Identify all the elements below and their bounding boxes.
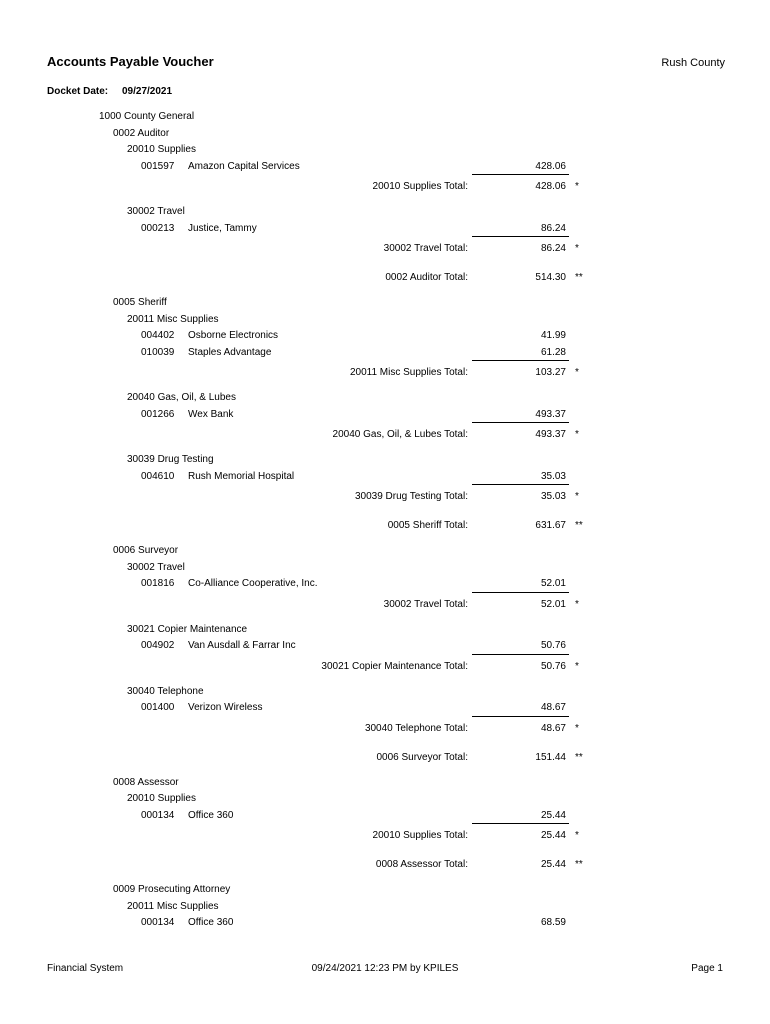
account-total-marker: * — [575, 722, 579, 734]
account-total-amount: 48.67 — [540, 722, 566, 734]
account-total-marker: * — [575, 367, 579, 378]
vendor-id: 001597 — [141, 160, 175, 172]
account-total-label: 20040 Gas, Oil, & Lubes Total: — [332, 429, 468, 440]
account-total-amount: 50.76 — [540, 660, 566, 672]
account-name: 20011 Misc Supplies — [127, 900, 219, 912]
vendor-id: 004402 — [141, 330, 175, 341]
vendor-amount: 61.28 — [540, 346, 566, 358]
vendor-name: Staples Advantage — [188, 346, 272, 358]
department-total-marker: ** — [575, 751, 583, 763]
account-name: 20010 Supplies — [127, 793, 196, 804]
department-total-label: 0002 Auditor Total: — [385, 272, 468, 283]
account-total-marker: * — [575, 491, 579, 502]
department-total-marker: ** — [575, 520, 583, 531]
department-name: 0002 Auditor — [113, 127, 170, 139]
account-total-label: 20011 Misc Supplies Total: — [349, 367, 468, 378]
vendor-id: 001816 — [141, 578, 175, 589]
account-total-marker: * — [575, 660, 579, 672]
vendor-id: 001266 — [141, 408, 175, 420]
subtotal-rule — [472, 422, 569, 423]
subtotal-rule — [472, 716, 569, 717]
vendor-id: 000134 — [141, 917, 175, 928]
vendor-name: Amazon Capital Services — [188, 160, 300, 172]
department-total-label: 0006 Surveyor Total: — [376, 751, 468, 763]
subtotal-rule — [472, 592, 569, 593]
department-name: 0008 Assessor — [113, 776, 179, 788]
account-total-amount: 103.27 — [535, 367, 566, 378]
fund-name: 1000 County General — [99, 111, 195, 122]
vendor-id: 004610 — [141, 470, 175, 482]
department-total-marker: ** — [575, 859, 583, 870]
vendor-amount: 50.76 — [540, 640, 566, 651]
vendor-name: Osborne Electronics — [188, 330, 279, 341]
department-name: 0009 Prosecuting Attorney — [113, 884, 231, 895]
vendor-name: Van Ausdall & Farrar Inc — [188, 640, 296, 651]
account-total-marker: * — [575, 429, 579, 440]
account-total-marker: * — [575, 181, 579, 192]
account-total-label: 30040 Telephone Total: — [364, 722, 468, 734]
account-total-amount: 86.24 — [540, 243, 566, 254]
account-name: 20011 Misc Supplies — [127, 313, 219, 325]
vendor-amount: 35.03 — [540, 470, 566, 482]
vendor-name: Verizon Wireless — [188, 702, 263, 713]
vendor-name: Co-Alliance Cooperative, Inc. — [188, 578, 318, 589]
department-name: 0005 Sheriff — [113, 297, 167, 308]
account-total-amount: 428.06 — [535, 181, 566, 192]
account-total-label: 30021 Copier Maintenance Total: — [321, 660, 468, 672]
subtotal-rule — [472, 174, 569, 175]
account-total-label: 30002 Travel Total: — [383, 243, 468, 254]
department-total-marker: ** — [575, 272, 583, 283]
account-name: 30002 Travel — [127, 206, 185, 217]
account-name: 30039 Drug Testing — [127, 454, 214, 465]
vendor-amount: 68.59 — [540, 917, 566, 928]
account-name: 30040 Telephone — [127, 685, 204, 697]
vendor-amount: 41.99 — [540, 330, 566, 341]
subtotal-rule — [472, 484, 569, 485]
account-total-marker: * — [575, 598, 579, 610]
account-total-label: 20010 Supplies Total: — [372, 830, 468, 841]
account-total-amount: 35.03 — [540, 491, 566, 502]
vendor-id: 004902 — [141, 640, 175, 651]
account-total-label: 30002 Travel Total: — [383, 598, 468, 610]
account-total-marker: * — [575, 243, 579, 254]
account-total-marker: * — [575, 830, 579, 841]
account-name: 30002 Travel — [127, 561, 185, 573]
vendor-amount: 52.01 — [540, 578, 566, 589]
account-total-label: 20010 Supplies Total: — [372, 181, 468, 192]
vendor-name: Rush Memorial Hospital — [188, 470, 295, 482]
report-title: Accounts Payable Voucher — [47, 54, 214, 69]
vendor-amount: 48.67 — [540, 702, 566, 713]
footer-system: Financial System — [47, 963, 124, 974]
footer-timestamp: 09/24/2021 12:23 PM by KPILES — [311, 963, 459, 974]
footer-page-number: Page 1 — [691, 963, 723, 974]
docket-date-label: Docket Date: — [47, 86, 109, 97]
vendor-id: 010039 — [141, 346, 175, 358]
department-total-amount: 151.44 — [535, 751, 566, 763]
department-total-label: 0008 Assessor Total: — [375, 859, 468, 870]
account-total-amount: 52.01 — [540, 598, 566, 610]
account-name: 20010 Supplies — [127, 144, 196, 155]
vendor-amount: 428.06 — [535, 160, 566, 172]
account-total-label: 30039 Drug Testing Total: — [354, 491, 468, 502]
department-total-amount: 631.67 — [535, 520, 566, 531]
vendor-name: Justice, Tammy — [188, 222, 257, 234]
subtotal-rule — [472, 360, 569, 361]
docket-date-value: 09/27/2021 — [122, 86, 173, 97]
subtotal-rule — [472, 236, 569, 237]
subtotal-rule — [472, 654, 569, 655]
department-total-amount: 514.30 — [535, 272, 566, 283]
vendor-id: 000134 — [141, 809, 175, 821]
department-total-label: 0005 Sheriff Total: — [387, 520, 468, 531]
vendor-id: 000213 — [141, 222, 175, 234]
county-name: Rush County — [661, 57, 725, 69]
department-total-amount: 25.44 — [540, 859, 566, 870]
account-total-amount: 493.37 — [535, 429, 566, 440]
vendor-name: Wex Bank — [188, 408, 234, 420]
vendor-amount: 493.37 — [535, 408, 566, 420]
vendor-name: Office 360 — [188, 809, 234, 821]
vendor-id: 001400 — [141, 702, 175, 713]
vendor-amount: 25.44 — [540, 809, 566, 821]
vendor-amount: 86.24 — [540, 222, 566, 234]
account-name: 30021 Copier Maintenance — [127, 623, 248, 635]
account-name: 20040 Gas, Oil, & Lubes — [127, 392, 236, 403]
vendor-name: Office 360 — [188, 917, 234, 928]
department-name: 0006 Surveyor — [113, 545, 179, 556]
subtotal-rule — [472, 823, 569, 824]
account-total-amount: 25.44 — [540, 830, 566, 841]
